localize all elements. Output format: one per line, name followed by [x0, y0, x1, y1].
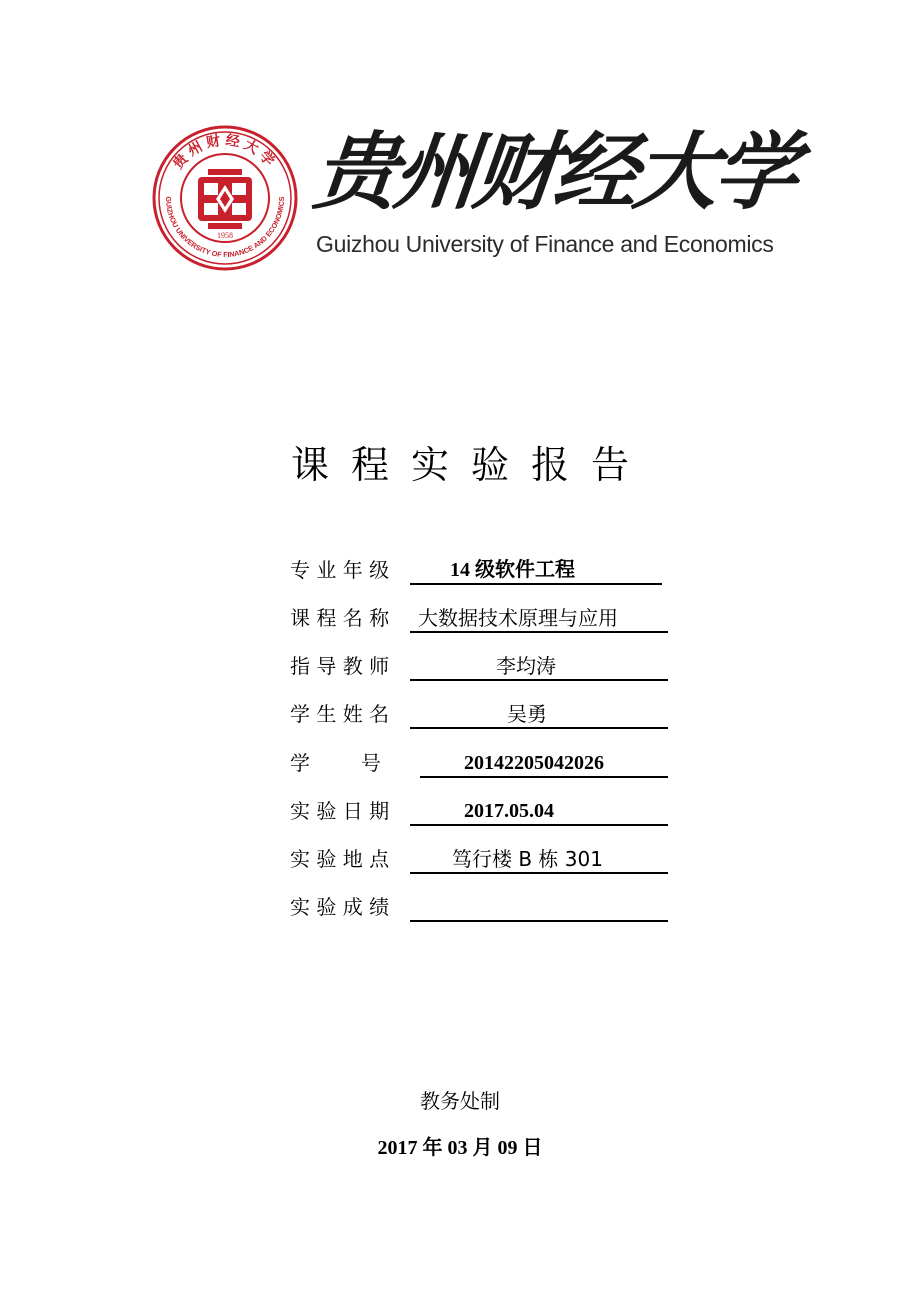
field-label: 实 验 日 期	[290, 799, 390, 823]
field-label: 指 导 教 师	[290, 654, 390, 678]
field-experiment-date	[290, 796, 670, 826]
issue-date: 2017 年 03 月 09 日	[377, 1137, 543, 1159]
field-student-id	[290, 748, 670, 778]
field-experiment-score	[290, 892, 670, 922]
university-name-chinese: 贵州财经大学	[308, 122, 800, 221]
issuer: 教务处制	[420, 1089, 500, 1113]
field-label: 学 号	[290, 751, 381, 775]
seal-ring-text-bottom: GUIZHOU UNIVERSITY OF FINANCE AND ECONOMICS	[163, 196, 287, 260]
field-value: 2017.05.04	[410, 796, 668, 826]
university-seal-logo	[152, 125, 298, 271]
field-label: 专 业 年 级	[290, 558, 390, 582]
field-value: 吴勇	[410, 699, 668, 729]
field-label: 课 程 名 称	[290, 606, 390, 630]
field-value	[410, 892, 668, 922]
field-label: 学 生 姓 名	[290, 702, 390, 726]
report-title: 课程实验报告	[290, 443, 651, 487]
seal-ring-text-top: 贵州财经大学	[170, 132, 280, 173]
field-value: 大数据技术原理与应用	[410, 603, 668, 633]
field-experiment-location	[290, 844, 670, 874]
seal-year: 1958	[217, 231, 233, 240]
field-value: 笃行楼 B 栋 301	[410, 844, 668, 874]
field-value: 14 级软件工程	[410, 555, 662, 585]
university-name-english: Guizhou University of Finance and Economics	[316, 231, 774, 257]
field-value: 20142205042026	[420, 748, 668, 778]
field-label: 实 验 地 点	[290, 847, 390, 871]
field-label: 实 验 成 绩	[290, 895, 390, 919]
field-major-grade	[290, 555, 670, 585]
field-course-name	[290, 603, 670, 633]
field-instructor	[290, 651, 670, 681]
field-value: 李均涛	[410, 651, 668, 681]
field-student-name	[290, 699, 670, 729]
